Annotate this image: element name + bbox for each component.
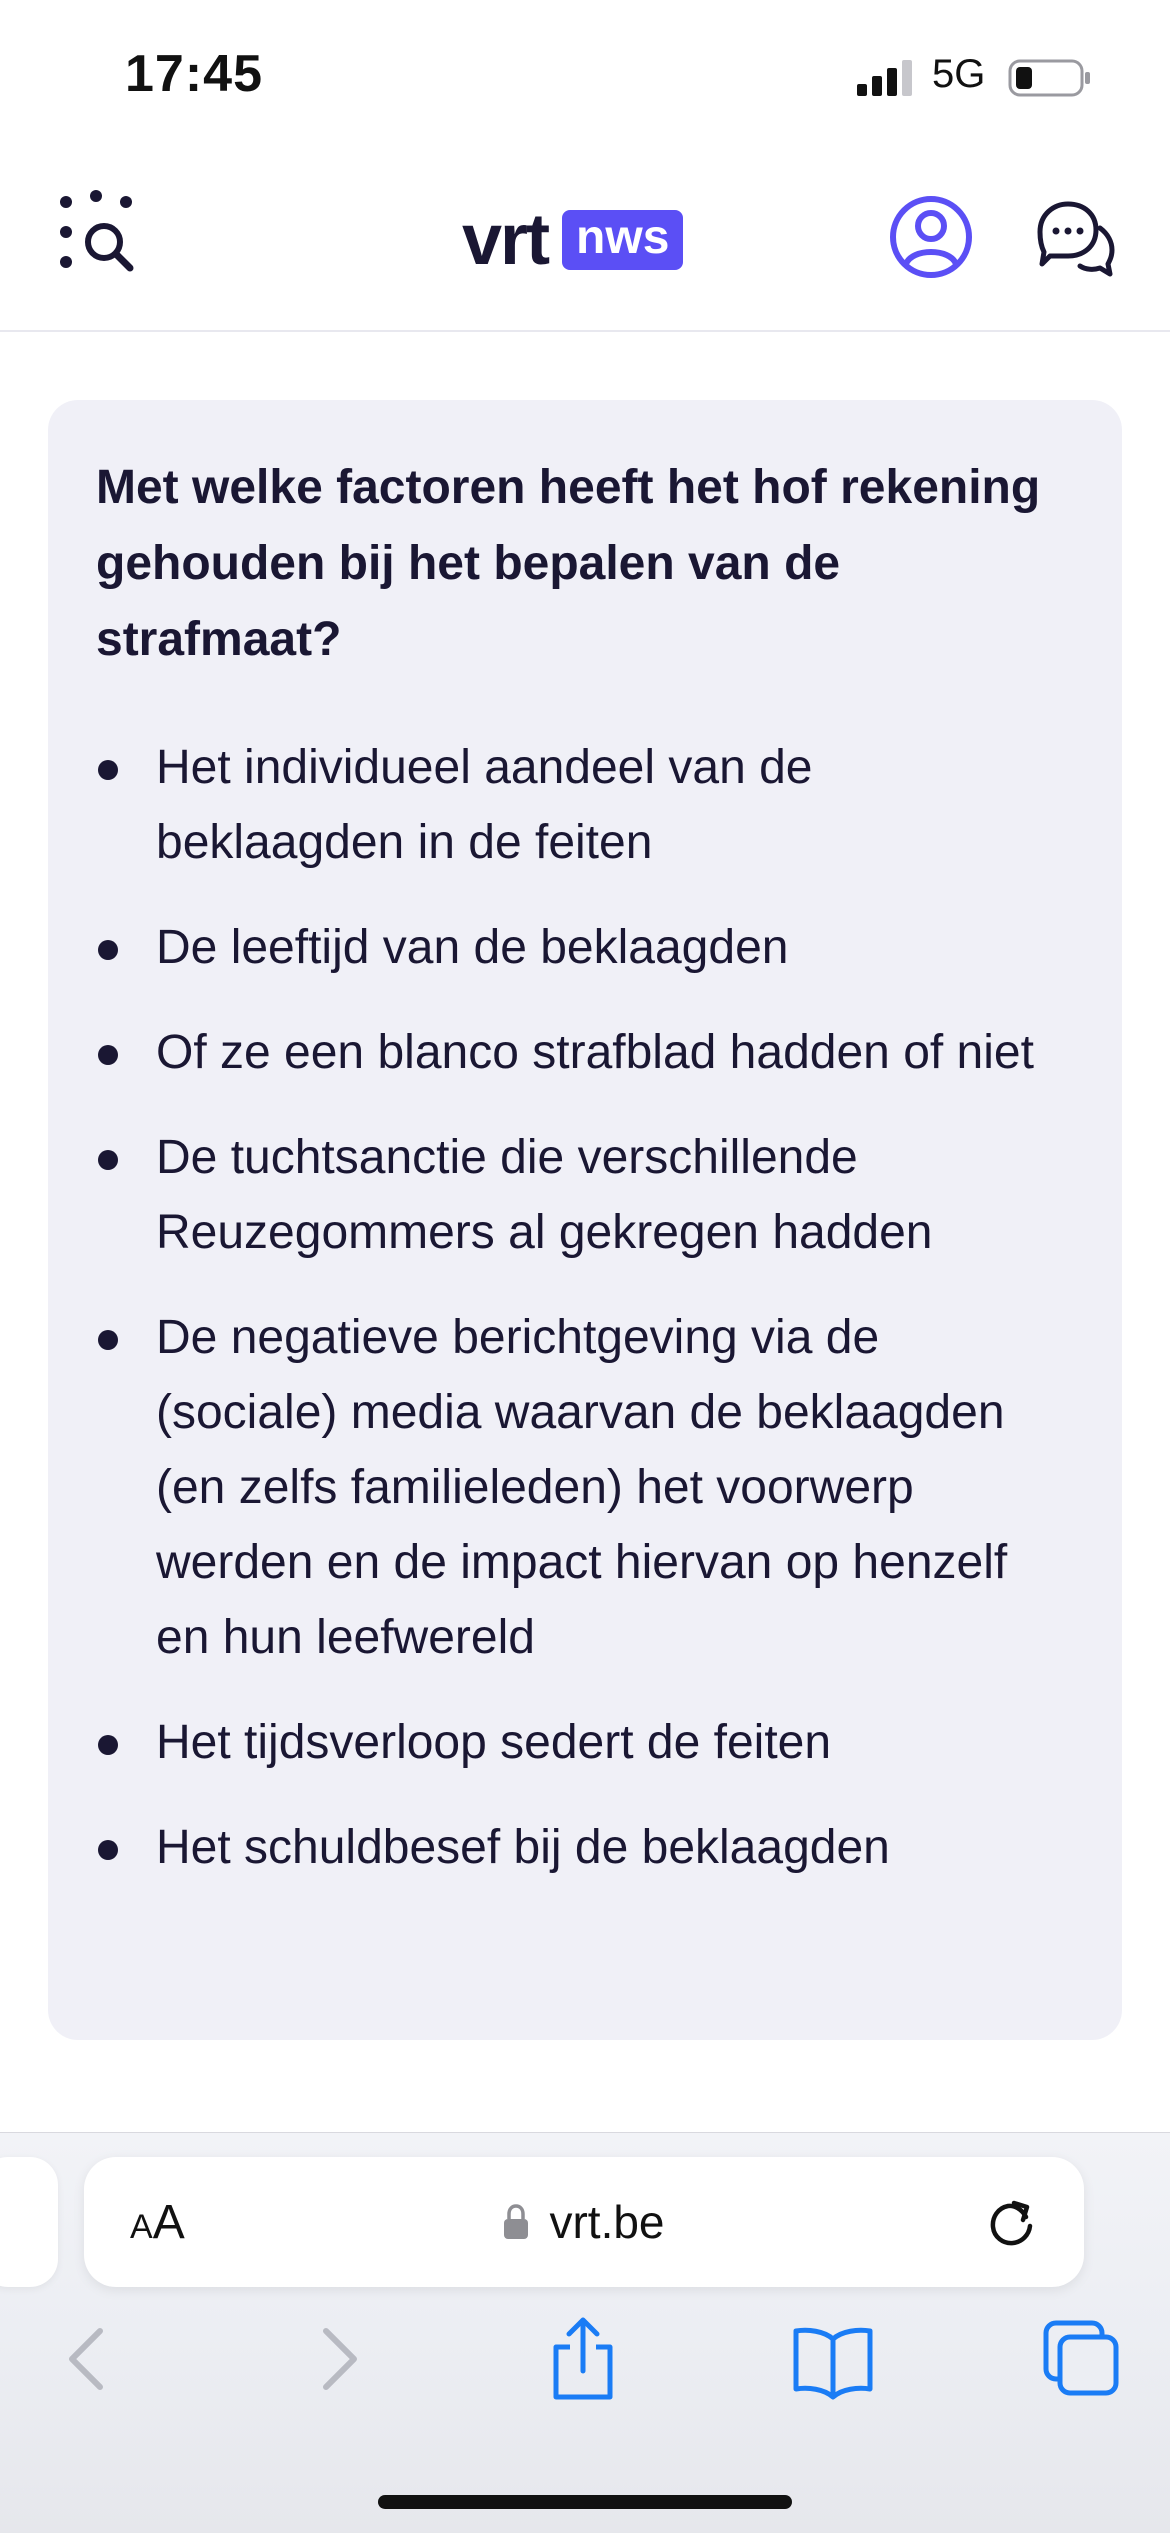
list-item-text: Het individueel aandeel van de beklaagden in de feiten <box>156 741 813 869</box>
list-item <box>48 1300 1072 1675</box>
tabs-icon[interactable] <box>1036 2313 1126 2403</box>
chat-icon[interactable] <box>1030 194 1120 284</box>
logo-vrt-text: vrt <box>462 200 549 280</box>
logo-nws-badge: nws <box>562 210 683 270</box>
previous-tab-preview[interactable] <box>0 2157 58 2287</box>
list-item-text: De tuchtsanctie die verschillende Reuzegommers al gekregen hadden <box>156 1131 933 1259</box>
url-display[interactable] <box>84 2157 1084 2287</box>
bullet-icon <box>98 1150 118 1170</box>
browser-toolbar <box>0 2132 1170 2533</box>
forward-arrow-icon[interactable] <box>294 2313 384 2403</box>
bullet-icon <box>98 1045 118 1065</box>
list-item <box>48 1810 1072 1885</box>
list-item <box>48 1705 1072 1780</box>
bullet-icon <box>98 1840 118 1860</box>
url-text: vrt.be <box>549 2196 665 2248</box>
text-size-small-glyph: A <box>130 2208 153 2246</box>
bullet-icon <box>98 760 118 780</box>
cellular-signal-icon <box>855 58 915 98</box>
address-bar[interactable] <box>84 2157 1084 2287</box>
bookmarks-icon[interactable] <box>788 2313 878 2403</box>
bullet-icon <box>98 1330 118 1350</box>
list-item <box>48 1015 1072 1090</box>
browser-nav-row <box>0 2313 1170 2423</box>
list-item-text: Of ze een blanco strafblad hadden of niet <box>156 1026 1034 1079</box>
card-title: Met welke factoren heeft het hof rekening gehouden bij het bepalen van de strafmaat? <box>96 461 1041 666</box>
status-time: 17:45 <box>125 45 263 103</box>
account-icon[interactable] <box>886 192 976 282</box>
reload-icon[interactable] <box>984 2197 1038 2251</box>
home-indicator[interactable] <box>378 2495 792 2509</box>
factor-list <box>96 730 1072 1885</box>
list-item-text: De leeftijd van de beklaagden <box>156 921 789 974</box>
vrt-nws-logo[interactable] <box>462 200 683 280</box>
text-size-large-glyph: A <box>152 2196 185 2249</box>
share-icon[interactable] <box>538 2313 628 2403</box>
lock-icon <box>503 2204 529 2240</box>
network-type: 5G <box>932 52 986 96</box>
back-arrow-icon[interactable] <box>42 2313 132 2403</box>
list-item-text: De negatieve berichtgeving via de (sociale) media waarvan de beklaagden (en zelfs familieleden) het voorwerp werden en de impact hiervan op henzelf en hun leefwereld <box>156 1311 1008 1664</box>
list-item-text: Het schuldbesef bij de beklaagden <box>156 1821 890 1874</box>
bullet-icon <box>98 1735 118 1755</box>
status-bar <box>0 0 1170 150</box>
list-item <box>48 910 1072 985</box>
bullet-icon <box>98 940 118 960</box>
list-item <box>48 1120 1072 1270</box>
list-item-text: Het tijdsverloop sedert de feiten <box>156 1716 832 1769</box>
search-icon[interactable] <box>56 190 146 280</box>
site-header <box>0 160 1170 332</box>
list-item <box>48 730 1072 880</box>
battery-icon <box>1008 58 1092 98</box>
strafmaat-factors-card <box>48 400 1122 2040</box>
